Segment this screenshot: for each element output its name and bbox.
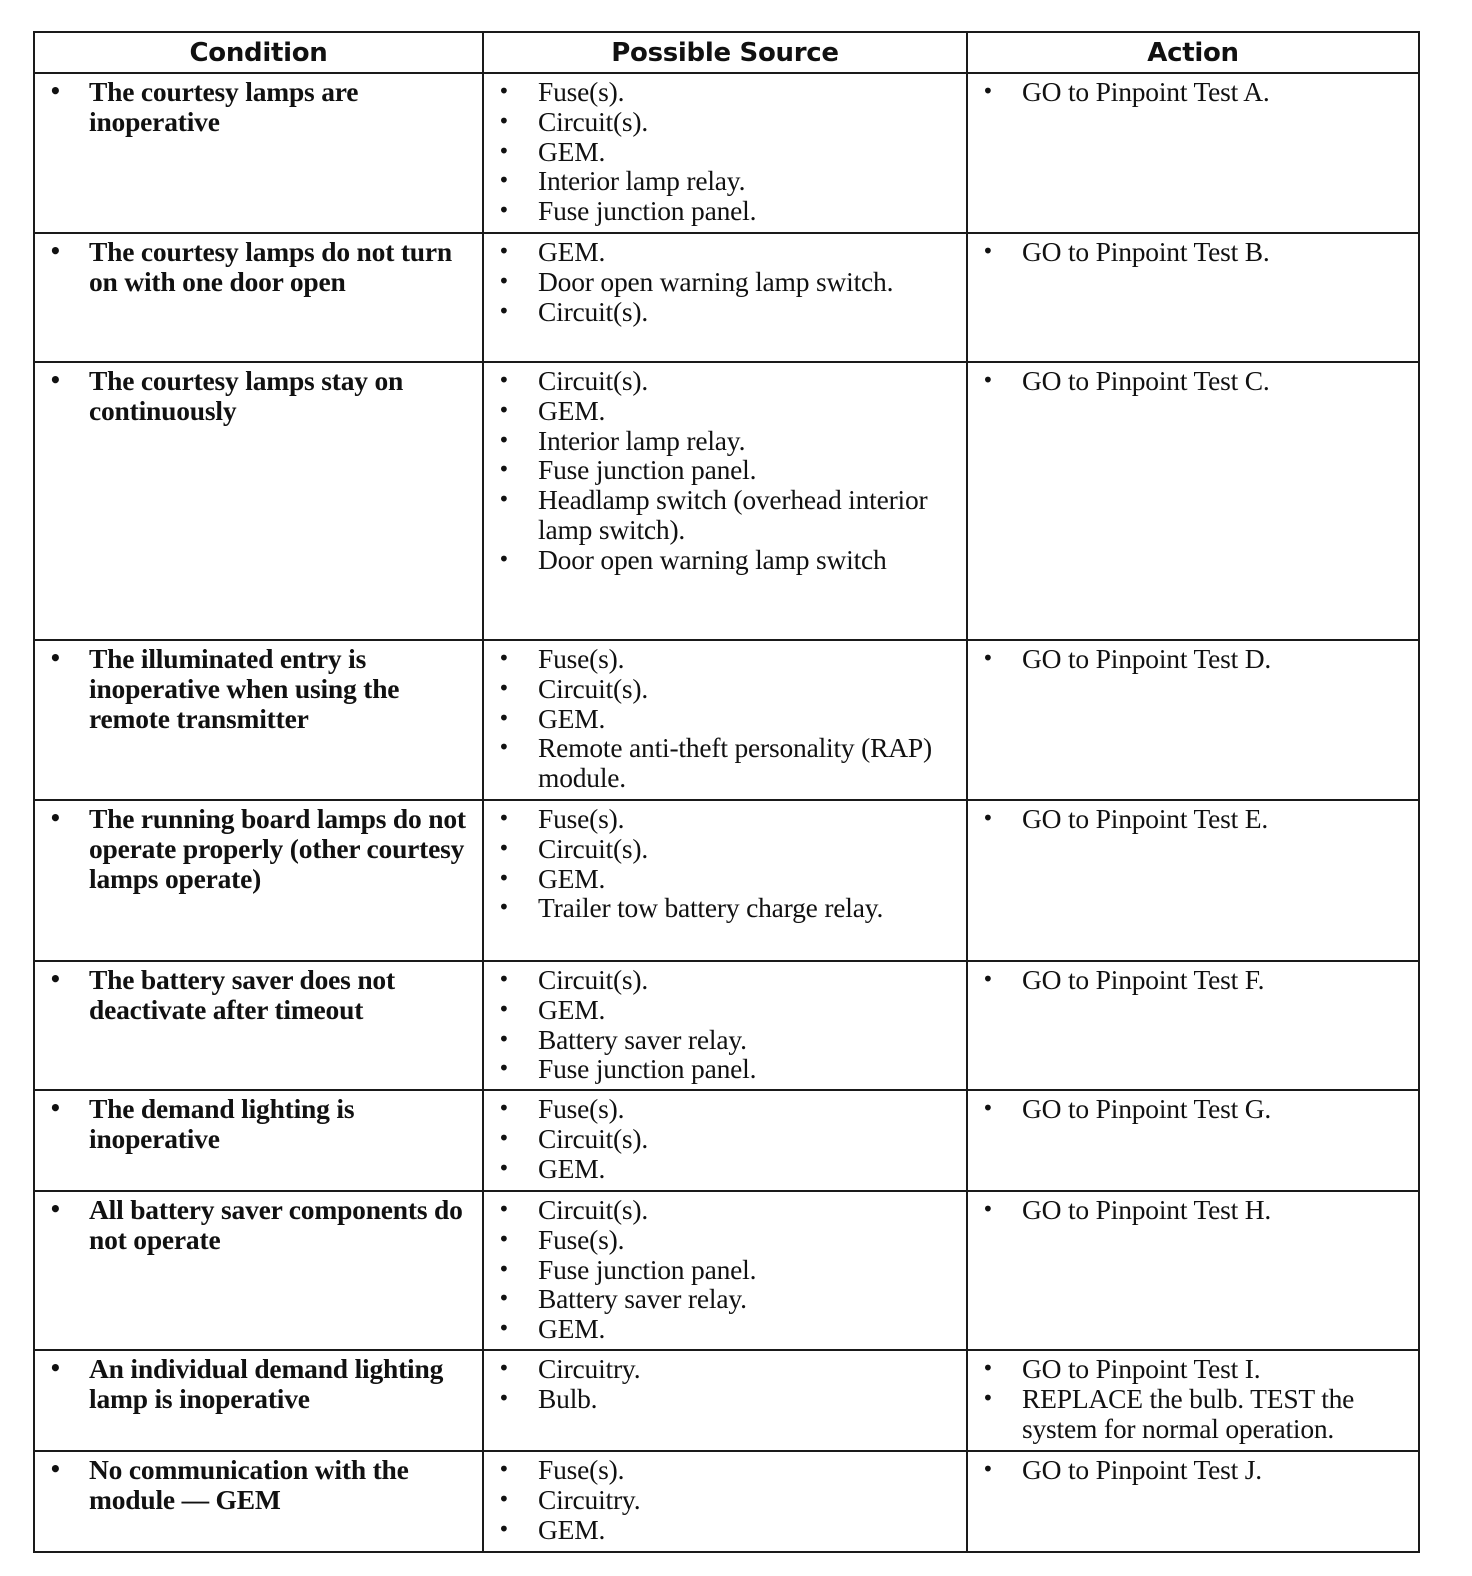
source-item: [490, 1314, 960, 1344]
possible-source-cell: [483, 640, 967, 800]
condition-text: All battery saver components do not operate: [89, 1194, 463, 1255]
condition-list: [41, 366, 476, 426]
action-list: [974, 1455, 1412, 1485]
condition-list: [41, 965, 476, 1025]
source-item: [490, 704, 960, 734]
bullet-icon: •: [498, 1155, 510, 1180]
condition-text: The battery saver does not deactivate after timeout: [89, 964, 395, 1025]
bullet-icon: •: [982, 79, 994, 103]
bullet-icon: •: [498, 239, 510, 263]
action-list: [974, 237, 1412, 267]
condition-cell: [34, 233, 483, 362]
action-item: [974, 1384, 1412, 1444]
action-item: [974, 1195, 1412, 1225]
source-item: [490, 1354, 960, 1384]
source-text: GEM.: [538, 862, 606, 894]
source-item: [490, 995, 960, 1025]
source-item: [490, 834, 960, 864]
bullet-icon: •: [49, 1096, 62, 1120]
condition-item: [41, 237, 476, 297]
bullet-icon: •: [498, 1056, 510, 1081]
condition-item: [41, 1195, 476, 1255]
source-text: Fuse(s).: [538, 643, 625, 674]
condition-cell: [34, 1191, 483, 1350]
source-text: GEM.: [538, 702, 606, 734]
bullet-icon: •: [498, 895, 510, 920]
source-item: [490, 804, 960, 834]
source-text: Circuitry.: [538, 1353, 641, 1384]
table-row: [34, 1090, 1419, 1191]
bullet-icon: •: [498, 735, 510, 760]
action-cell: [967, 73, 1419, 233]
source-item: [490, 644, 960, 674]
condition-list: [41, 1455, 476, 1515]
source-text: Circuit(s).: [538, 1122, 649, 1154]
source-item: [490, 137, 960, 167]
action-cell: [967, 800, 1419, 961]
action-cell: [967, 961, 1419, 1090]
source-text: Fuse(s).: [538, 1454, 625, 1485]
source-item: [490, 485, 960, 545]
bullet-icon: •: [498, 1316, 510, 1341]
source-text: Door open warning lamp switch: [538, 543, 887, 575]
source-item: [490, 297, 960, 327]
condition-item: [41, 1094, 476, 1154]
bullet-icon: •: [498, 1125, 510, 1150]
bullet-icon: •: [982, 1096, 994, 1120]
action-header: Action: [967, 32, 1419, 73]
action-list: [974, 1094, 1412, 1124]
possible-source-cell: [483, 961, 967, 1090]
bullet-icon: •: [498, 705, 510, 730]
source-text: Circuit(s).: [538, 1194, 649, 1225]
condition-item: [41, 804, 476, 893]
bullet-icon: •: [498, 1226, 510, 1251]
source-text: Fuse(s).: [538, 803, 625, 834]
bullet-icon: •: [982, 1457, 994, 1481]
condition-text: An individual demand lighting lamp is inoperative: [89, 1353, 444, 1414]
action-cell: [967, 640, 1419, 800]
possible-source-header: Possible Source: [483, 32, 967, 73]
source-text: Door open warning lamp switch.: [538, 265, 894, 297]
source-text: Circuitry.: [538, 1483, 641, 1515]
source-text: Fuse(s).: [538, 1093, 625, 1124]
action-text: GO to Pinpoint Test H.: [1022, 1194, 1272, 1225]
source-list: [490, 644, 960, 793]
bullet-icon: •: [982, 967, 994, 991]
source-text: GEM.: [538, 1513, 606, 1545]
condition-header: Condition: [34, 32, 483, 73]
bullet-icon: •: [498, 675, 510, 700]
condition-cell: [34, 1350, 483, 1451]
table-row: [34, 73, 1419, 233]
bullet-icon: •: [982, 1356, 994, 1380]
source-item: [490, 1025, 960, 1055]
action-list: [974, 965, 1412, 995]
bullet-icon: •: [49, 806, 62, 830]
bullet-icon: •: [498, 806, 510, 830]
source-text: Circuit(s).: [538, 964, 649, 995]
source-item: [490, 1384, 960, 1414]
bullet-icon: •: [498, 1197, 510, 1221]
source-item: [490, 1225, 960, 1255]
source-item: [490, 1195, 960, 1225]
source-text: Fuse junction panel.: [538, 1253, 757, 1285]
table-row: [34, 961, 1419, 1090]
bullet-icon: •: [498, 298, 510, 323]
bullet-icon: •: [498, 397, 510, 422]
source-item: [490, 107, 960, 137]
bullet-icon: •: [498, 457, 510, 482]
source-text: Circuit(s).: [538, 295, 649, 327]
source-list: [490, 1354, 960, 1414]
source-text: GEM.: [538, 394, 606, 426]
source-text: Bulb.: [538, 1382, 598, 1414]
table-row: [34, 640, 1419, 800]
source-item: [490, 366, 960, 396]
bullet-icon: •: [49, 967, 62, 991]
source-text: Remote anti-theft personality (RAP) module.: [538, 732, 932, 794]
source-item: [490, 77, 960, 107]
source-text: Circuit(s).: [538, 105, 649, 137]
condition-list: [41, 77, 476, 137]
source-text: GEM.: [538, 1152, 606, 1184]
source-item: [490, 1255, 960, 1285]
bullet-icon: •: [982, 1197, 994, 1221]
bullet-icon: •: [498, 1256, 510, 1281]
bullet-icon: •: [49, 646, 62, 670]
bullet-icon: •: [498, 108, 510, 133]
bullet-icon: •: [982, 1385, 994, 1410]
source-text: Battery saver relay.: [538, 1023, 747, 1055]
possible-source-cell: [483, 233, 967, 362]
source-text: GEM.: [538, 1313, 606, 1345]
condition-text: The courtesy lamps stay on continuously: [89, 365, 404, 426]
possible-source-cell: [483, 1090, 967, 1191]
condition-cell: [34, 1090, 483, 1191]
source-text: Fuse junction panel.: [538, 1053, 757, 1085]
action-item: [974, 366, 1412, 396]
action-cell: [967, 362, 1419, 640]
condition-item: [41, 965, 476, 1025]
source-item: [490, 733, 960, 793]
bullet-icon: •: [49, 239, 62, 263]
possible-source-cell: [483, 1451, 967, 1552]
bullet-icon: •: [982, 806, 994, 830]
condition-text: The running board lamps do not operate properly (other courtesy lamps operate): [89, 803, 466, 894]
action-cell: [967, 233, 1419, 362]
bullet-icon: •: [498, 138, 510, 163]
source-list: [490, 237, 960, 326]
bullet-icon: •: [498, 1457, 510, 1481]
table-row: [34, 362, 1419, 640]
bullet-icon: •: [498, 646, 510, 670]
source-text: Interior lamp relay.: [538, 165, 746, 197]
bullet-icon: •: [982, 368, 994, 392]
source-text: Battery saver relay.: [538, 1283, 747, 1315]
condition-text: The illuminated entry is inoperative when using the remote transmitter: [89, 643, 400, 734]
bullet-icon: •: [498, 168, 510, 193]
source-text: Fuse(s).: [538, 76, 625, 107]
action-text: GO to Pinpoint Test B.: [1022, 236, 1270, 267]
action-cell: [967, 1191, 1419, 1350]
bullet-icon: •: [498, 1356, 510, 1380]
source-item: [490, 864, 960, 894]
source-item: [490, 1485, 960, 1515]
action-text: GO to Pinpoint Test F.: [1022, 964, 1265, 995]
source-text: Circuit(s).: [538, 672, 649, 704]
bullet-icon: •: [498, 865, 510, 890]
table-row: [34, 1191, 1419, 1350]
source-item: [490, 1515, 960, 1545]
action-text: GO to Pinpoint Test G.: [1022, 1093, 1272, 1124]
condition-list: [41, 644, 476, 733]
source-item: [490, 166, 960, 196]
action-item: [974, 1455, 1412, 1485]
source-list: [490, 804, 960, 923]
condition-item: [41, 366, 476, 426]
bullet-icon: •: [498, 427, 510, 452]
source-text: Circuit(s).: [538, 832, 649, 864]
source-item: [490, 965, 960, 995]
bullet-icon: •: [49, 1457, 62, 1481]
action-text: GO to Pinpoint Test J.: [1022, 1454, 1262, 1485]
action-item: [974, 1354, 1412, 1384]
action-text: REPLACE the bulb. TEST the system for normal operation.: [1022, 1382, 1355, 1444]
bullet-icon: •: [498, 198, 510, 223]
condition-list: [41, 1354, 476, 1414]
bullet-icon: •: [498, 79, 510, 103]
source-list: [490, 1094, 960, 1183]
condition-cell: [34, 1451, 483, 1552]
source-text: Headlamp switch (overhead interior lamp switch).: [538, 484, 928, 545]
source-item: [490, 396, 960, 426]
bullet-icon: •: [49, 1356, 62, 1380]
action-item: [974, 644, 1412, 674]
table-row: [34, 1350, 1419, 1451]
source-text: Interior lamp relay.: [538, 424, 746, 456]
source-list: [490, 1455, 960, 1544]
action-text: GO to Pinpoint Test D.: [1022, 643, 1272, 674]
table-body: [34, 73, 1419, 1552]
source-list: [490, 77, 960, 226]
bullet-icon: •: [498, 1385, 510, 1410]
source-text: Fuse junction panel.: [538, 454, 757, 486]
bullet-icon: •: [982, 646, 994, 670]
source-item: [490, 1124, 960, 1154]
header-row: [34, 32, 1419, 73]
source-item: [490, 1054, 960, 1084]
condition-item: [41, 644, 476, 733]
action-item: [974, 237, 1412, 267]
action-list: [974, 644, 1412, 674]
action-cell: [967, 1451, 1419, 1552]
source-list: [490, 1195, 960, 1344]
possible-source-cell: [483, 362, 967, 640]
action-text: GO to Pinpoint Test A.: [1022, 76, 1270, 107]
bullet-icon: •: [498, 1486, 510, 1511]
possible-source-cell: [483, 1350, 967, 1451]
source-text: GEM.: [538, 993, 606, 1025]
source-text: Trailer tow battery charge relay.: [538, 892, 884, 924]
action-list: [974, 1195, 1412, 1225]
source-item: [490, 267, 960, 297]
source-text: Fuse(s).: [538, 1223, 625, 1255]
condition-text: The courtesy lamps are inoperative: [89, 76, 359, 137]
bullet-icon: •: [49, 79, 62, 103]
condition-list: [41, 237, 476, 297]
source-item: [490, 893, 960, 923]
bullet-icon: •: [498, 487, 510, 512]
condition-cell: [34, 961, 483, 1090]
bullet-icon: •: [49, 1197, 62, 1221]
source-item: [490, 674, 960, 704]
condition-list: [41, 1094, 476, 1154]
source-list: [490, 366, 960, 575]
table-row: [34, 1451, 1419, 1552]
condition-text: No communication with the module — GEM: [89, 1454, 409, 1515]
possible-source-cell: [483, 800, 967, 961]
action-item: [974, 965, 1412, 995]
source-item: [490, 1094, 960, 1124]
condition-item: [41, 1455, 476, 1515]
action-text: GO to Pinpoint Test I.: [1022, 1353, 1261, 1384]
source-item: [490, 1284, 960, 1314]
bullet-icon: •: [982, 239, 994, 263]
bullet-icon: •: [498, 268, 510, 293]
action-text: GO to Pinpoint Test C.: [1022, 365, 1270, 396]
bullet-icon: •: [498, 368, 510, 392]
condition-list: [41, 1195, 476, 1255]
action-item: [974, 1094, 1412, 1124]
source-item: [490, 545, 960, 575]
condition-item: [41, 1354, 476, 1414]
source-item: [490, 426, 960, 456]
table-row: [34, 233, 1419, 362]
action-list: [974, 366, 1412, 396]
bullet-icon: •: [498, 1286, 510, 1311]
bullet-icon: •: [498, 996, 510, 1021]
diagnosis-table: [33, 31, 1420, 1553]
source-text: Fuse junction panel.: [538, 195, 757, 227]
possible-source-cell: [483, 1191, 967, 1350]
action-text: GO to Pinpoint Test E.: [1022, 803, 1269, 834]
bullet-icon: •: [498, 835, 510, 860]
condition-cell: [34, 640, 483, 800]
source-item: [490, 237, 960, 267]
action-list: [974, 77, 1412, 107]
source-text: GEM.: [538, 236, 606, 267]
condition-cell: [34, 800, 483, 961]
bullet-icon: •: [498, 1026, 510, 1051]
bullet-icon: •: [498, 1096, 510, 1120]
action-list: [974, 1354, 1412, 1443]
source-item: [490, 1154, 960, 1184]
action-item: [974, 77, 1412, 107]
condition-cell: [34, 362, 483, 640]
source-list: [490, 965, 960, 1084]
condition-cell: [34, 73, 483, 233]
bullet-icon: •: [498, 546, 510, 571]
condition-list: [41, 804, 476, 893]
condition-text: The demand lighting is inoperative: [89, 1093, 355, 1154]
bullet-icon: •: [49, 368, 62, 392]
table-row: [34, 800, 1419, 961]
action-item: [974, 804, 1412, 834]
action-list: [974, 804, 1412, 834]
bullet-icon: •: [498, 1516, 510, 1541]
source-text: GEM.: [538, 135, 606, 167]
possible-source-cell: [483, 73, 967, 233]
source-item: [490, 455, 960, 485]
source-item: [490, 1455, 960, 1485]
action-cell: [967, 1090, 1419, 1191]
condition-text: The courtesy lamps do not turn on with one door open: [89, 236, 452, 297]
bullet-icon: •: [498, 967, 510, 991]
source-item: [490, 196, 960, 226]
condition-item: [41, 77, 476, 137]
source-text: Circuit(s).: [538, 365, 649, 396]
action-cell: [967, 1350, 1419, 1451]
